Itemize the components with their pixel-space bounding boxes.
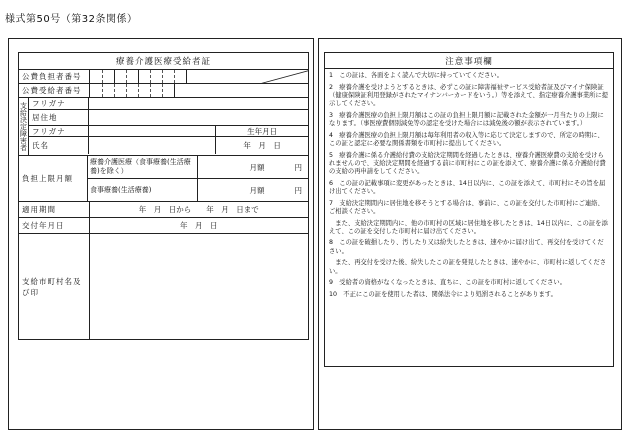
certificate-table (18, 52, 309, 340)
address-field[interactable] (88, 110, 308, 125)
note-item: 10 不正にこの証を使用した者は、関係法令により処罰されることがあります。 (329, 290, 557, 298)
dob-label: 生年月日 (215, 126, 308, 136)
note-item: 4 療養介護医療の負担上限月額は毎年利用者の収入等に応じて決定しますので、所定の時期に、この証と認定に必要な関係書類を市町村に提出してください。 (329, 131, 604, 147)
issue-date-label: 交付年月日 (22, 221, 65, 230)
period-value[interactable]: 年 月 日から 年 月 日まで (89, 202, 308, 217)
limit-medical-label: 療養介護医療（食事療養(生活療養)を除く） (90, 158, 191, 176)
address-label: 居住地 (32, 113, 58, 122)
note-item: 5 療養介護に係る介護給付費の支給決定期間を経過したときは、療養介護医療費の支給を受けられませんので、支給決定期間を経過する前に市町村にこの証を添えて、療養介護に係る介護給付費の支給の再申請をしてください。 (329, 151, 606, 176)
note-item-continuation: また、支給決定期間内に、他の市町村の区域に居住地を移したときは、14日以内に、この証を添えて、この証を交付した市町村に届け出てください。 (329, 219, 608, 235)
limit-meal-value[interactable]: 月額 円 (197, 179, 308, 201)
name-label: 氏名 (32, 141, 49, 150)
note-item: 9 受給者の資格がなくなったときは、直ちに、この証を市町村に返してください。 (329, 279, 566, 287)
payer-number-label: 公費負担者番号 (22, 72, 82, 81)
period-label: 適用期間 (22, 205, 56, 214)
furigana-label: フリガナ (32, 99, 66, 108)
payer-number-boxes[interactable] (89, 70, 308, 83)
note-item: 6 この証の記載事項に変更があったときは、14日以内に、この証を添えて、市町村にその旨を届け出てください。 (329, 179, 606, 195)
note-item: 1 この証は、各面をよく読んで大切に持っていてください。 (329, 72, 504, 79)
notes-title: 注意事項欄 (325, 53, 613, 69)
certificate-title: 療養介護医療受給者証 (115, 57, 211, 67)
note-item: 7 支給決定期間内に居住地を移そうとする場合は、事前に、この証を交付した市町村にご連絡、ご相談ください。 (329, 199, 604, 215)
name-field[interactable] (88, 137, 216, 154)
note-item: 3 療養介護医療の負担上限月額はこの証の負担上限月額に記載された金額が一月当たりの上限になります。（事医療費個別減免等の認定を受けた場合には減免後の額が表示されています。） (329, 111, 604, 128)
furigana-field[interactable] (88, 98, 308, 109)
recipient-number-label: 公費受給者番号 (22, 86, 82, 95)
form-number: 様式第50号（第32条関係） (5, 14, 138, 25)
furigana2-label: フリガナ (32, 126, 66, 136)
notes-panel (324, 52, 614, 367)
limit-medical-value[interactable]: 月額 円 (197, 156, 308, 178)
municipality-seal-field[interactable] (89, 234, 308, 339)
recipient-group-label: 支給決定障害者 (19, 102, 28, 151)
furigana2-field[interactable] (88, 126, 216, 136)
municipality-label: 支給市町村名及び印 (22, 276, 82, 297)
note-item: 2 療養介護を受けようとするときは、必ずこの証に障害福祉サービス受給者証及びマイナ保険証（健康保険証利用登録がされたマイナンバーカードをいう。）等を添えて、指定療養介護事業所に提示してください。 (329, 83, 609, 108)
limit-label: 負担上限月額 (22, 174, 73, 183)
limit-meal-label: 食事療養(生活療養) (90, 186, 152, 195)
issue-date-value[interactable]: 年 月 日 (89, 218, 308, 233)
note-item: 8 この証を破損したり、汚したり又は紛失したときは、速やかに届け出て、再交付を受けてください。 (329, 239, 604, 255)
center-divider (313, 38, 319, 430)
diagonal-strike (200, 70, 308, 83)
notes-list (325, 69, 613, 299)
note-item-continuation: また、再交付を受けた後、紛失したこの証を発見したときは、速やかに、市町村に返してください。 (329, 259, 607, 275)
dob-value: 年 月 日 (215, 137, 308, 154)
recipient-number-boxes[interactable] (89, 84, 308, 97)
